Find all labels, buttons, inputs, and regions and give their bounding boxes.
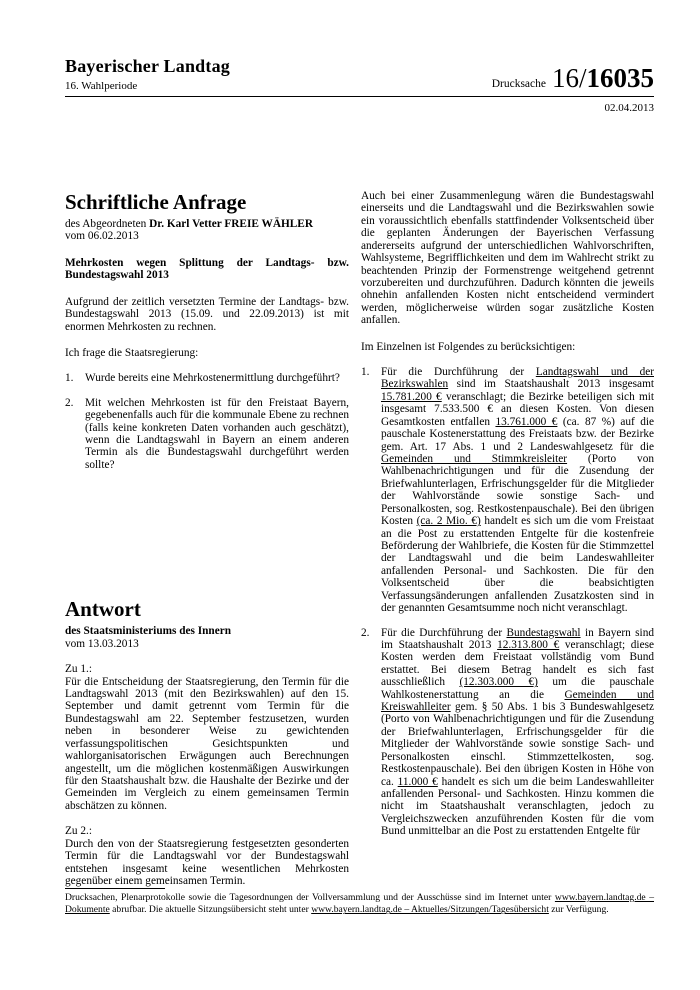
text-segment: (ca. 87 %) auf die pauschale Kostenerstattung des Freistaats bzw. der Bezirke gem. Art. 17 Abs. 1 und 2 Landeswahlgesetz für die [381, 415, 654, 453]
text-segment: handelt es sich um die vom Freistaat an die Post zu erstattenden Entgelte für die kostenfreie Beförderung der Wahlbriefe, die Kosten für die Stimmzettel der Landtagswahl und die beim Landeswahlleiter anfallenden Personal- und Sachkosten. Die für den Volksentscheid über die beabsichtigten Verfassungsänderungen anfallenden Zusatzkosten sind in der genannten Gesamtsumme noch nicht veranschlagt. [381, 515, 654, 615]
text-segment: sind im Staatshaushalt 2013 insgesamt [448, 378, 654, 391]
text-segment: veranschlagt; die Bezirke beteiligen sich mit insgesamt 7.533.500 € an diesen Kosten. Von diesen Gesamtkosten entfallen [381, 390, 654, 428]
text-segment: in Bayern sind im Staatshaushalt 2013 [381, 626, 654, 651]
list-item [361, 366, 654, 614]
underlined-text: 13.761.000 € [495, 415, 558, 428]
header-left [65, 57, 230, 92]
answer-section [65, 599, 349, 887]
document-number-main: 16035 [586, 63, 654, 93]
intro-paragraph: Aufgrund der zeitlich versetzten Termine der Landtags- bzw. Bundestagswahl 2013 (15.09. und 22.09.2013) ist mit enormen Mehrkosten zu rechnen. [65, 295, 349, 333]
antwort-heading: Antwort [65, 597, 141, 622]
consider-line: Im Einzelnen ist Folgendes zu berücksichtigen: [361, 340, 576, 353]
organization-name: Bayerischer Landtag [65, 56, 230, 76]
legislative-period: 16. Wahlperiode [65, 80, 138, 92]
answer-1-text: Für die Entscheidung der Staatsregierung, den Termin für die Landtagswahl 2013 (mit den Bezirkswahlen) auf den 15. September und damit getrennt vom Termin für die Bundestagswahl am 22. September festzusetzen, wurden neben in besonderer Weise zu gewichtenden verfassungspolitischen Gesichtspunkten und wahlorganisatorischen Erwägungen auch Berechnungen angestellt, um die möglichen kostenmäßigen Auswirkungen für den Staatshaushalt bzw. die Haushalte der Bezirke und der Gemeinden im Vergleich zu einem gemeinsamen Termin abschätzen zu können. [65, 675, 349, 812]
left-column [65, 192, 349, 887]
question-number: 1. [65, 372, 74, 385]
underlined-text: (ca. 2 Mio. €) [416, 515, 481, 528]
document-header [65, 57, 654, 114]
list-item [65, 372, 349, 384]
text-segment: Drucksachen, Plenarprotokolle sowie die Tagesordnungen der Vollversammlung und der Ausschüsse sind im Internet unter [65, 892, 555, 903]
text-segment: Für die Durchführung der [381, 626, 507, 639]
right-column [361, 190, 654, 887]
text-segment: (Porto von Wahlbenachrichtigungen und für die Zusendung der Briefwahlunterlagen, Erfrischungsgelder für die Mitglieder der Wahlvorstände sowie sonstige Sach- und Personalkosten, sog. Restkostenpauschale). Bei den übrigen Kosten [381, 453, 654, 528]
underlined-text: 15.781.200 € [381, 390, 442, 403]
document-reference [492, 65, 654, 92]
answer-2-text: Durch den von der Staatsregierung festgesetzten gesonderten Termin für die Landtagswahl vor der Bundestagswahl entstehen insgesamt keine wesentlichen Mehrkosten gegenüber einem gemeinsamen Termin. [65, 837, 349, 887]
text-segment: veranschlagt; diese Kosten werden dem Freistaat vollständig vom Bund erstattet. Bei diesem Betrag handelt es sich fast ausschließlich [381, 638, 654, 689]
underlined-text: 12.313.800 € [497, 638, 560, 651]
antwort-byline: des Staatsministeriums des Innern [65, 625, 232, 638]
answer-1-label: Zu 1.: [65, 663, 92, 676]
underlined-text: Gemeinden und Kreiswahlleiter [381, 688, 654, 714]
text-segment: Für die Durchführung der [381, 366, 536, 379]
question-number: 2. [65, 396, 74, 409]
item-number: 1. [361, 366, 370, 379]
question-list [65, 372, 349, 471]
underlined-text: Gemeinden und Stimmkreisleiter [381, 453, 568, 466]
item-text [381, 366, 654, 614]
document-date: 02.04.2013 [604, 102, 654, 114]
continuation-paragraph: Auch bei einer Zusammenlegung wären die Bundestagswahl einerseits und die Landtagswahl und die Bezirkswahlen sowie ein voraussichtlich ebenfalls stattfindender Volksentscheid über die geplanten Änderungen der Bayerischen Verfassung andererseits aufgrund der unterschiedlichen Wahlvorschriften, Wahlsysteme, Begrifflichkeiten und dem im Wahlrecht strikt zu beachtenden Prinzip der Formenstrenge weitgehend getrennt vorzubereiten und durchzuführen. Dadurch könnten die jeweils ohnehin anfallenden Kosten nicht entscheidend vermindert werden, möglicherweise würden sogar zusätzliche Kosten anfallen. [361, 190, 654, 327]
question-text: Mit welchen Mehrkosten ist für den Freistaat Bayern, gegebenenfalls auch für die kommunale Ebene zu rechnen (falls keine konkreten Daten vorhanden auch geschätzt), wenn die Landtagswahl in Bayern an einem anderen Termin als die Bundestagswahl durchgeführt werden sollte? [85, 396, 349, 471]
text-segment: handelt es sich um die beim Landeswahlleiter anfallenden Personal- und Sachkosten. Hinzu kommen die nicht im Staatshaushalt veranschlagten, jedoch zu Vergleichszwecken anzuführenden Kosten für die vom Bund unmittelbar an die Post zu erstattenden Entgelte für [381, 775, 654, 838]
underlined-text: Landtagswahl und der Bezirkswahlen [381, 366, 654, 391]
anfrage-heading: Schriftliche Anfrage [65, 190, 247, 214]
underlined-text: Bundestagswahl [506, 626, 581, 639]
document-number [552, 65, 654, 92]
footer-link-dokumente[interactable]: www.bayern.landtag.de – Dokumente [65, 892, 654, 916]
antwort-date: vom 13.03.2013 [65, 637, 139, 650]
question-text: Wurde bereits eine Mehrkostenermittlung durchgeführt? [85, 372, 340, 385]
text-segment: Dr. Karl Vetter FREIE WÄHLER [149, 218, 313, 230]
header-divider [65, 96, 654, 97]
cost-item-list [361, 366, 654, 838]
anfrage-byline [65, 218, 349, 230]
header-row [65, 57, 654, 92]
footer-link-tagesuebersicht[interactable]: www.bayern.landtag.de – Aktuelles/Sitzungen/Tagesübersicht [311, 904, 549, 916]
text-segment: um die pauschale Wahlkostenerstattung an die [381, 676, 654, 701]
drucksache-label: Drucksache [491, 78, 546, 90]
text-segment: des Abgeordneten [65, 218, 150, 230]
document-number-prefix: 16/ [551, 63, 587, 93]
text-segment: abrufbar. Die aktuelle Sitzungsübersicht steht unter [109, 904, 312, 916]
footer-text [65, 892, 654, 917]
page-footer [65, 888, 654, 917]
footer-divider [65, 888, 165, 889]
list-item [361, 627, 654, 838]
item-number: 2. [361, 626, 370, 639]
underlined-text: (12.303.000 €) [459, 676, 538, 689]
list-item [65, 397, 349, 472]
anfrage-date: vom 06.02.2013 [65, 230, 139, 243]
subject-line: Mehrkosten wegen Splittung der Landtags- bzw. Bundestagswahl 2013 [65, 256, 349, 282]
answer-2-label: Zu 2.: [65, 825, 92, 838]
item-text [381, 627, 654, 838]
text-segment: gem. § 50 Abs. 1 bis 3 Bundeswahlgesetz (Porto von Wahlbenachrichtigungen und für die Zusendung der Briefwahlunterlagen, Erfrischungsgelder für die Mitglieder der Wahlvorstände sowie sonstige Sach- und Personalkosten einschl. Stimmzettelkosten, sog. Restkostenpauschale). Bei den übrigen Kosten in Höhe von ca. [381, 701, 654, 788]
underlined-text: 11.000 € [397, 775, 438, 788]
footer-text-end: zur Verfügung. [548, 904, 609, 916]
lead-in-line: Ich frage die Staatsregierung: [65, 346, 199, 359]
